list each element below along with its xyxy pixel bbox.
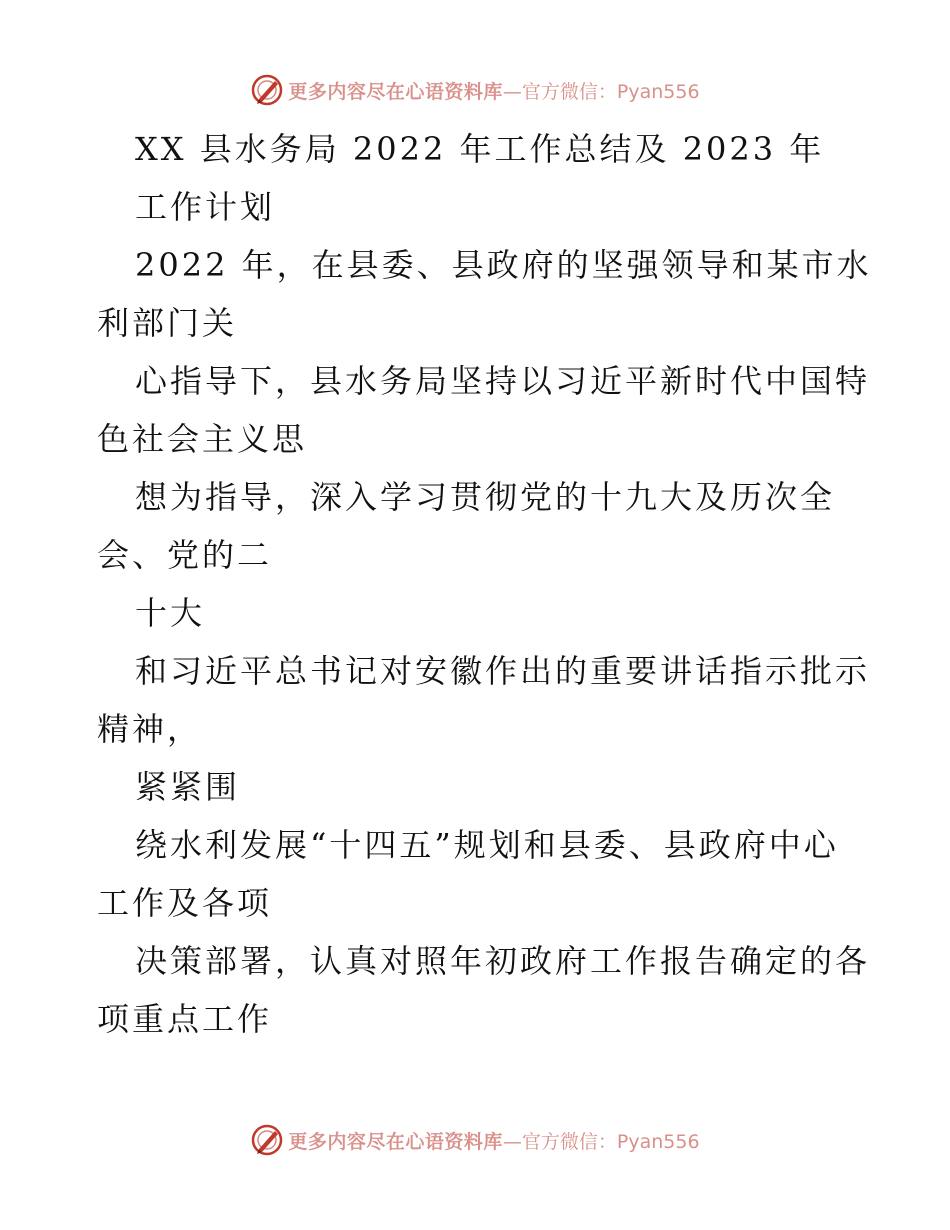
footer-banner [0,1122,950,1158]
text-line: 紧紧围 [135,768,241,806]
banner-title: 更多内容尽在心语资料库 [288,1130,503,1153]
text-line: 想为指导，深入学习贯彻党的十九大及历次全 [135,478,836,516]
text-line: 利部门关 [97,304,238,342]
text-line: 十大 [135,594,206,632]
text-line: 工作及各项 [97,884,273,922]
document-body [97,120,872,1048]
text-line: 会、党的二 [97,536,273,574]
text-line: 绕水利发展“十四五”规划和县委、县政府中心 [135,826,839,864]
banner-title: 更多内容尽在心语资料库 [288,80,503,103]
pen-circle-logo-icon [250,1123,284,1157]
text-line: 决策部署，认真对照年初政府工作报告确定的各 [135,942,871,980]
banner-wechat: —官方微信：Pyan556 [502,80,700,103]
text-line: 项重点工作 [97,1000,273,1038]
text-line: 和习近平总书记对安徽作出的重要讲话指示批示 [135,652,871,690]
text-line: 工作计划 [135,188,276,226]
header-banner [0,72,950,108]
text-line: 色社会主义思 [97,420,308,458]
banner-wechat: —官方微信：Pyan556 [502,1130,700,1153]
text-line: 2022 年，在县委、县政府的坚强领导和某市水 [135,246,872,284]
text-line: XX 县水务局 2022 年工作总结及 2023 年 [135,130,825,168]
pen-circle-logo-icon [250,73,284,107]
text-line: 精神， [97,710,203,748]
text-line: 心指导下，县水务局坚持以习近平新时代中国特 [135,362,871,400]
